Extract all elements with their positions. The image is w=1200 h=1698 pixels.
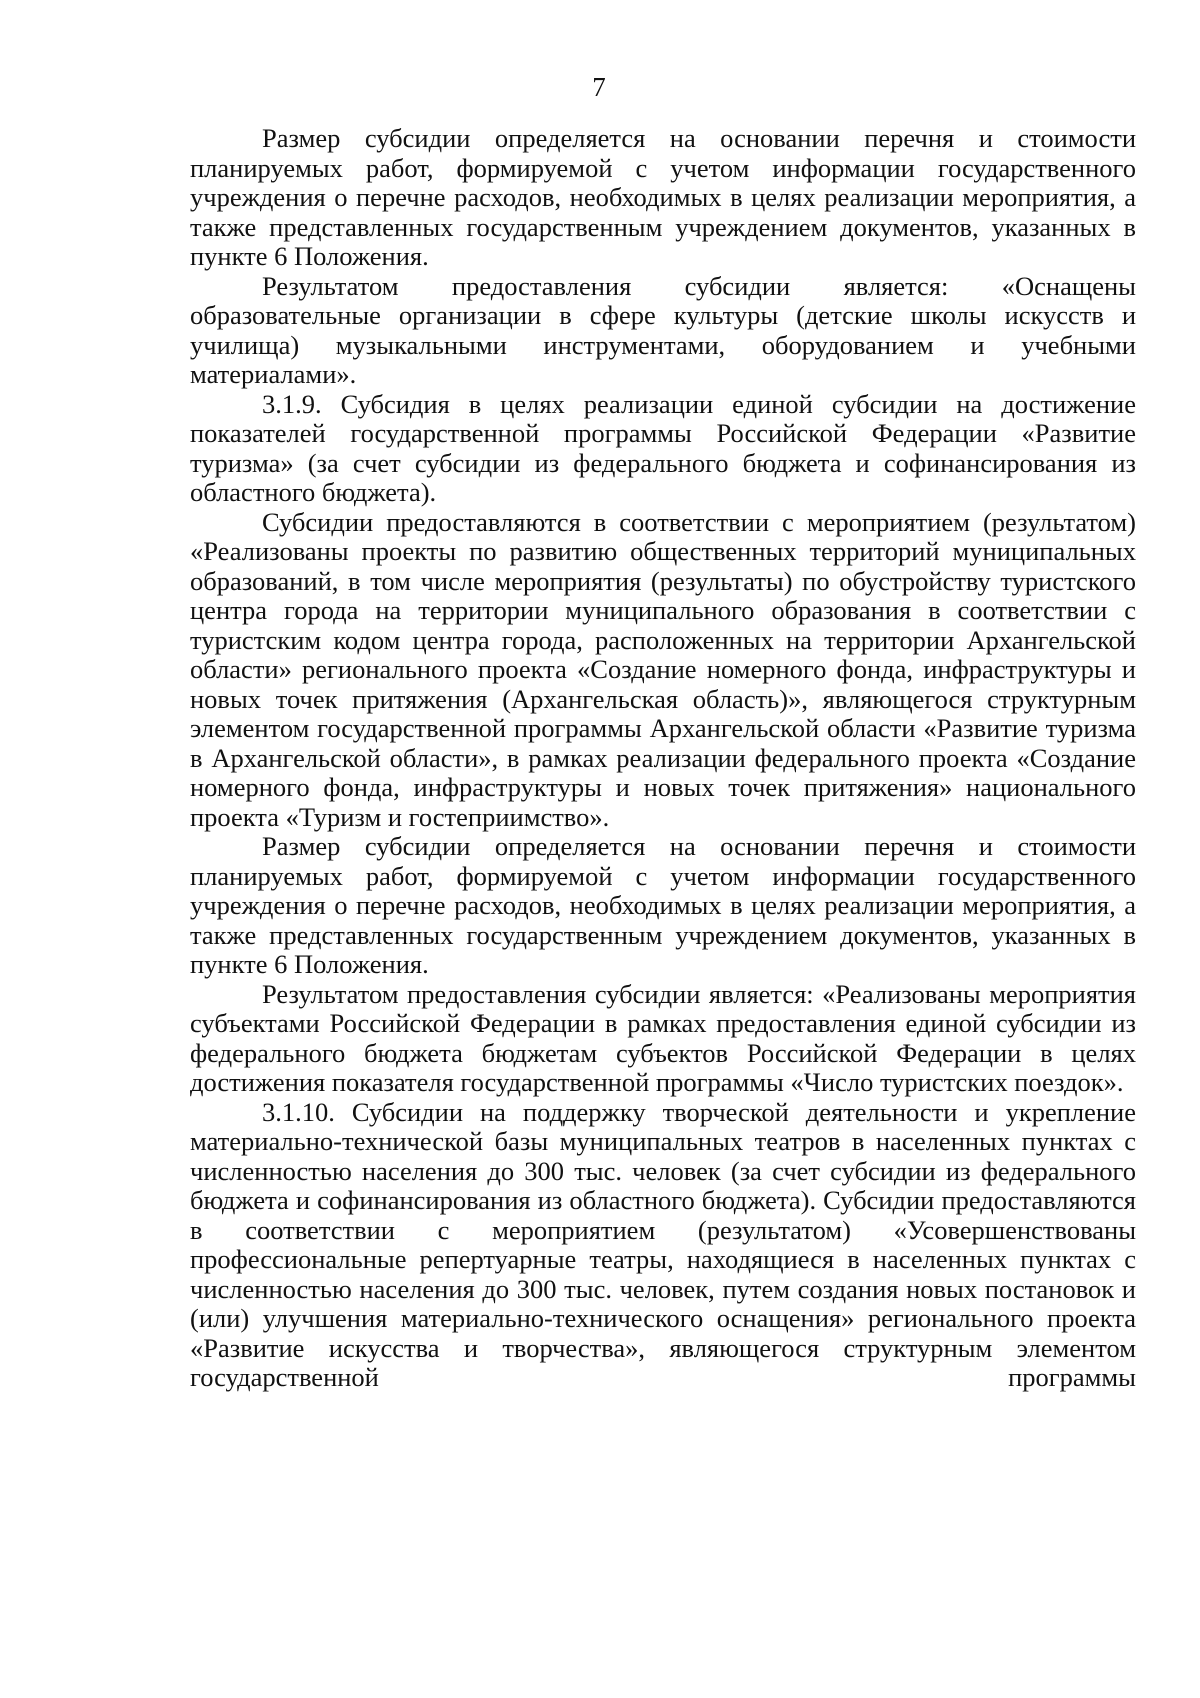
- paragraph-subsidy-provision: Субсидии предоставляются в соответствии с мероприятием (результатом) «Реализованы проекты по развитию общественных территорий муниципальных образований, в том числе мероприятия (результаты) по обустройству туристского центра города на территории муниципального образования в соответствии с туристским кодом центра города, расположенных на территории Архангельской области» регионального проекта «Создание номерного фонда, инфраструктуры и новых точек притяжения (Архангельская область)», являющегося структурным элементом государственной программы Архангельской области «Развитие туризма в Архангельской области», в рамках реализации федерального проекта «Создание номерного фонда, инфраструктуры и новых точек притяжения» национального проекта «Туризм и гостеприимство».: [190, 506, 1136, 832]
- paragraph-subsidy-size-1: Размер субсидии определяется на основании перечня и стоимости планируемых работ, формируемой с учетом информации государственного учреждения о перечне расходов, необходимых в целях реализации мероприятия, а также представленных государственным учреждением документов, указанных в пункте 6 Положения.: [190, 123, 1136, 271]
- paragraph-result-2: Результатом предоставления субсидии является: «Реализованы мероприятия субъектами Российской Федерации в рамках предоставления единой субсидии из федерального бюджета бюджетам субъектов Российской Федерации в целях достижения показателя государственной программы «Число туристских поездок».: [190, 978, 1136, 1097]
- paragraph-subsidy-size-2: Размер субсидии определяется на основании перечня и стоимости планируемых работ, формируемой с учетом информации государственного учреждения о перечне расходов, необходимых в целях реализации мероприятия, а также представленных государственным учреждением документов, указанных в пункте 6 Положения.: [190, 831, 1136, 979]
- paragraph-section-3-1-10: 3.1.10. Субсидии на поддержку творческой деятельности и укрепление материально-технической базы муниципальных театров в населенных пунктах с численностью населения до 300 тыс. человек (за счет субсидии из федерального бюджета и софинансирования из областного бюджета). Субсидии предоставляются в соответствии с мероприятием (результатом) «Усовершенствованы профессиональные репертуарные театры, находящиеся в населенных пунктах с численностью населения до 300 тыс. человек, путем создания новых постановок и (или) улучшения материально-технического оснащения» регионального проекта «Развитие искусства и творчества», являющегося структурным элементом государственной программы: [190, 1096, 1136, 1392]
- page-number: 7: [592, 72, 606, 102]
- paragraph-result-1: Результатом предоставления субсидии является: «Оснащены образовательные организации в сфере культуры (детские школы искусств и училища) музыкальными инструментами, оборудованием и учебными материалами».: [190, 270, 1136, 389]
- paragraph-section-3-1-9: 3.1.9. Субсидия в целях реализации единой субсидии на достижение показателей государственной программы Российской Федерации «Развитие туризма» (за счет субсидии из федерального бюджета и софинансирования из областного бюджета).: [190, 388, 1136, 507]
- document-body: [190, 124, 1136, 1393]
